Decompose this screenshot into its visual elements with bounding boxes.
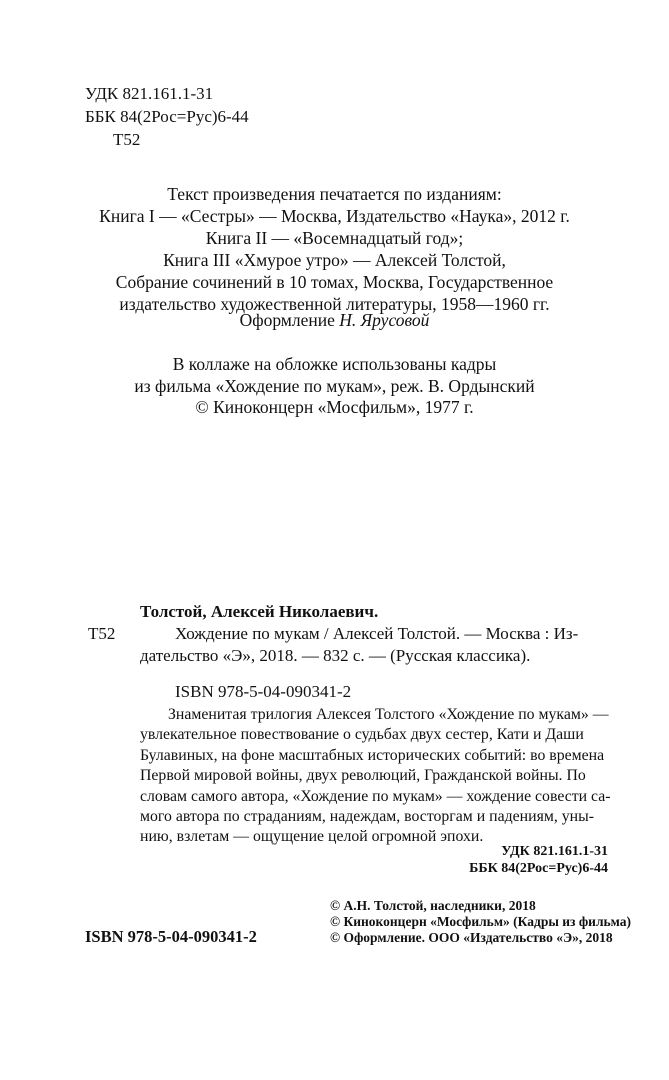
annotation-line: словам самого автора, «Хождение по мукам» — хождение совести са- [140,787,611,805]
editions-line: Книга III «Хмурое утро» — Алексей Толстой, [163,250,506,270]
copyright-line: © Оформление. ООО «Издательство «Э», 2018 [330,929,613,945]
annotation-line: увлекательное повествование о судьбах двух сестер, Кати и Даши [140,726,584,744]
copyright-block [330,898,631,945]
design-credit [0,310,669,331]
collage-line: © Киноконцерн «Мосфильм», 1977 г. [195,397,474,417]
top-classification-block [85,82,249,151]
annotation-paragraph [140,705,612,848]
designer-name: Н. Ярусовой [339,310,430,330]
editions-line: Книга II — «Восемнадцатый год»; [205,228,464,248]
udk-code-top: УДК 821.161.1-31 [85,84,214,103]
card-title-row [88,623,613,645]
annotation-line: нию, взлетам — ощущение целой огромной эпохи. [140,828,484,846]
editions-line: Книга I — «Сестры» — Москва, Издательство «Наука», 2012 г. [99,206,570,226]
copyright-line: © Киноконцерн «Мосфильм» (Кадры из фильма) [330,913,632,929]
udk-code-bottom: УДК 821.161.1-31 [501,844,608,859]
annotation-line: Первой мировой войны, двух революций, Гражданской войны. По [140,767,586,785]
card-author: Толстой, Алексей Николаевич. [140,602,379,621]
editions-line: издательство художественной литературы, 1958—1960 гг. [119,294,550,314]
copyright-line: © А.Н. Толстой, наследники, 2018 [330,898,536,913]
card-author-sign: Т52 [88,624,116,643]
collage-line: В коллаже на обложке использованы кадры [172,354,497,374]
catalog-card [88,601,613,703]
editions-line: Собрание сочинений в 10 томах, Москва, Государственное [115,272,554,292]
bbk-code-top: ББК 84(2Рос=Рус)6-44 [85,107,249,126]
isbn-bottom: ISBN 978-5-04-090341-2 [85,927,257,946]
editions-note [0,183,669,315]
annotation-line: Булавиных, на фоне масштабных исторических событий: во времена [140,746,605,764]
collage-note [0,354,669,419]
annotation-line: Знаменитая трилогия Алексея Толстого «Хождение по мукам» — [168,706,609,723]
annotation-line: мого автора по страданиям, надеждам, восторгам и падениям, уны- [140,808,594,826]
collage-line: из фильма «Хождение по мукам», реж. В. Ордынский [134,375,535,396]
card-isbn: ISBN 978-5-04-090341-2 [175,682,352,701]
author-sign-top: Т52 [113,130,141,149]
bottom-classification-block [469,843,608,877]
bbk-code-bottom: ББК 84(2Рос=Рус)6-44 [469,861,608,876]
design-credit-label: Оформление [239,310,340,330]
card-title-line: Хождение по мукам / Алексей Толстой. — Москва : Из- [175,624,579,643]
editions-line: Текст произведения печатается по изданиям: [167,184,502,204]
card-title-line: дательство «Э», 2018. — 832 с. — (Русская классика). [140,646,531,665]
